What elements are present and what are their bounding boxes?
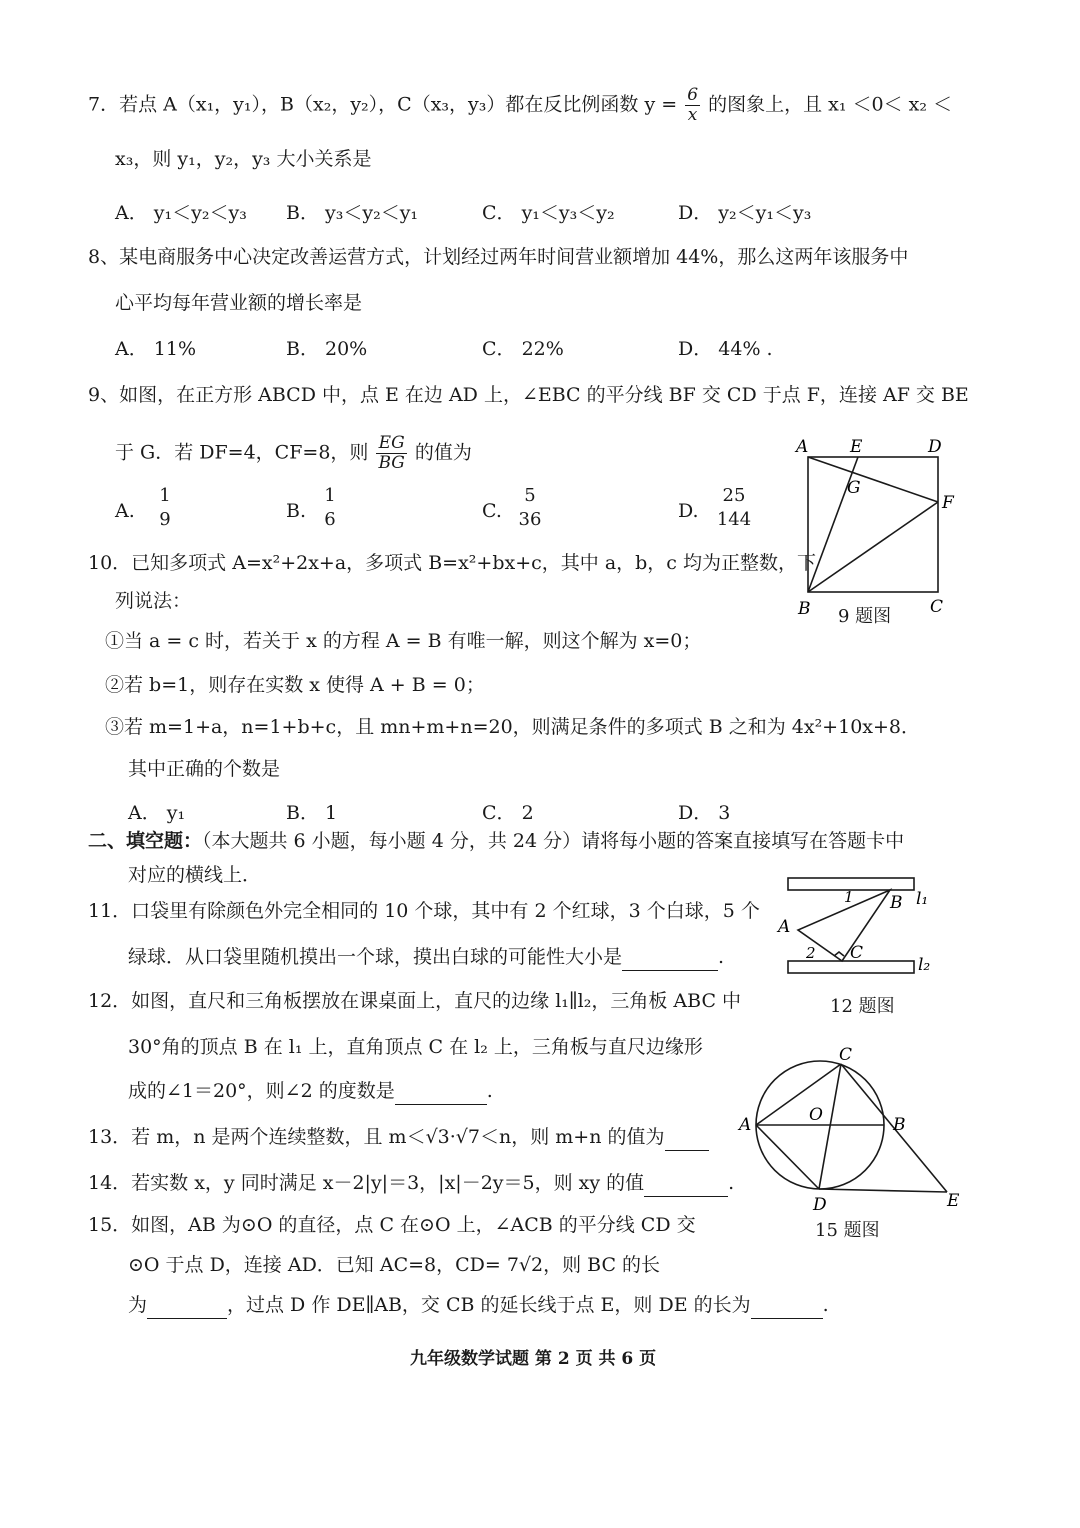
q11-line2 <box>128 944 724 971</box>
q9-option-a-num: 1 <box>159 485 171 506</box>
q10-item2: ②若 b=1，则存在实数 x 使得 A + B = 0； <box>105 674 485 696</box>
section2-heading: 二、填空题： <box>88 830 203 852</box>
q15-line1: 15．如图，AB 为⊙O 的直径，点 C 在⊙O 上，∠ACB 的平分线 CD 交 <box>88 1214 696 1236</box>
q8-line2: 心平均每年营业额的增长率是 <box>115 292 363 314</box>
q9-caption: 9 题图 <box>838 606 892 627</box>
section2-line2: 对应的横线上． <box>128 864 262 886</box>
q9-frac-num: EG <box>376 434 406 454</box>
q12-text-a: 成的∠1＝20°，则∠2 的度数是 <box>128 1080 395 1102</box>
q9-option-c-num: 5 <box>524 485 536 506</box>
q9-option-a-den: 9 <box>159 509 171 530</box>
q10-option-a: A． y₁ <box>128 802 186 824</box>
q10-line2: 列说法： <box>115 590 192 612</box>
q9-text-b: 的值为 <box>414 441 472 464</box>
q12-text-b: . <box>486 1080 493 1102</box>
q15-answer-blank-1[interactable] <box>147 1292 227 1319</box>
q12-label-l2: l₂ <box>918 955 931 975</box>
q14-answer-blank[interactable] <box>644 1170 728 1197</box>
q15-line2: ⊙O 于点 D，连接 AD．已知 AC=8，CD= 7√2，则 BC 的长 <box>128 1254 661 1276</box>
q14-text-a: 14．若实数 x，y 同时满足 x－2|y|＝3，|x|－2y＝5，则 xy 的值 <box>88 1172 645 1194</box>
q9-option-b-num: 1 <box>324 485 336 506</box>
q10-prompt: 其中正确的个数是 <box>128 758 281 780</box>
q12-label-b: B <box>890 893 903 913</box>
page-footer: 九年级数学试题 第 2 页 共 6 页 <box>410 1349 657 1369</box>
section2-desc: （本大题共 6 小题，每小题 4 分，共 24 分）请将每小题的答案直接填写在答题卡中 <box>202 830 905 852</box>
q11-line1: 11．口袋里有除颜色外完全相同的 10 个球，其中有 2 个红球，3 个白球，5 个 <box>88 900 760 922</box>
q9-option-d-frac <box>712 484 756 532</box>
q9-option-a-frac <box>150 484 180 532</box>
q12-label-c: C <box>850 943 864 963</box>
q9-label-e: E <box>850 437 863 457</box>
q9-option-b-den: 6 <box>324 509 336 530</box>
q15-label-e: E <box>947 1191 960 1211</box>
q14-text-b: . <box>728 1172 735 1194</box>
q15-segment-ac <box>756 1064 841 1125</box>
q9-option-c-den: 36 <box>518 509 542 530</box>
q9-fraction <box>376 434 406 473</box>
q7-frac-num: 6 <box>687 85 699 105</box>
q15-segment-cd <box>819 1064 841 1189</box>
q10-option-b: B． 1 <box>286 802 338 824</box>
q7-option-b: B． y₃＜y₂＜y₁ <box>286 202 419 224</box>
q11-text-a: 绿球．从口袋里随机摸出一个球，摸出白球的可能性大小是 <box>128 946 623 968</box>
q12-label-a: A <box>778 917 791 937</box>
q12-label-1: 1 <box>844 888 854 906</box>
q12-line3 <box>128 1078 493 1105</box>
q9-label-f: F <box>942 493 954 513</box>
q9-line2 <box>115 434 472 473</box>
q10-item3: ③若 m=1+a，n=1+b+c，且 mn+m+n=20，则满足条件的多项式 B 之和为 4x²+10x+8． <box>105 716 921 738</box>
q15-segment-de <box>819 1189 947 1192</box>
q8-option-c: C． 22% <box>482 338 564 360</box>
q9-option-b-letter: B. <box>286 500 307 522</box>
q9-option-b-frac <box>315 484 345 532</box>
q7-line2: x₃，则 y₁，y₂，y₃ 大小关系是 <box>115 148 372 170</box>
q8-option-d: D． 44% . <box>678 338 773 360</box>
q10-line1: 10．已知多项式 A=x²+2x+a，多项式 B=x²+bx+c，其中 a，b，c 均为正整数，下 <box>88 552 816 574</box>
q9-option-a-letter: A. <box>115 500 135 522</box>
q15-line3 <box>128 1292 829 1319</box>
q12-caption: 12 题图 <box>830 996 895 1017</box>
q9-label-d: D <box>928 437 942 457</box>
q12-answer-blank[interactable] <box>395 1078 487 1105</box>
q12-line2: 30°角的顶点 B 在 l₁ 上，直角顶点 C 在 l₂ 上，三角板与直尺边缘形 <box>128 1036 703 1058</box>
q12-line1: 12．如图，直尺和三角板摆放在课桌面上，直尺的边缘 l₁∥l₂，三角板 ABC 中 <box>88 990 742 1012</box>
q15-label-b: B <box>893 1115 906 1135</box>
q15-label-c: C <box>839 1045 853 1065</box>
q15-caption: 15 题图 <box>815 1220 880 1241</box>
q9-option-d-den: 144 <box>716 509 752 530</box>
q7-option-a: A． y₁＜y₂＜y₃ <box>115 202 247 224</box>
q9-option-d-num: 25 <box>722 485 746 506</box>
q7-frac-den: x <box>687 105 698 125</box>
q8-option-b: B． 20% <box>286 338 368 360</box>
q15-figure <box>735 1040 970 1215</box>
q15-label-d: D <box>813 1195 827 1215</box>
section2-line1 <box>88 828 904 854</box>
q9-frac-den: BG <box>378 453 405 473</box>
q10-item1: ①当 a = c 时，若关于 x 的方程 A = B 有唯一解，则这个解为 x=0； <box>105 630 702 652</box>
q10-option-d: D． 3 <box>678 802 731 824</box>
q9-segment-bf <box>808 502 938 592</box>
q15-answer-blank-2[interactable] <box>751 1292 823 1319</box>
q9-line1: 9、如图，在正方形 ABCD 中，点 E 在边 AD 上，∠EBC 的平分线 BF 交 CD 于点 F，连接 AF 交 BE <box>88 384 969 406</box>
q11-text-b: . <box>718 946 725 968</box>
q12-label-l1: l₁ <box>916 889 929 909</box>
q15-label-o: O <box>809 1105 823 1125</box>
q8-option-a: A． 11% <box>115 338 196 360</box>
q12-right-angle-mark <box>834 952 844 956</box>
q7-fraction <box>685 86 700 125</box>
q13-answer-blank[interactable] <box>665 1124 709 1151</box>
q12-label-2: 2 <box>806 944 816 962</box>
q9-label-c: C <box>930 597 944 617</box>
q11-answer-blank[interactable] <box>622 944 718 971</box>
q15-label-a: A <box>739 1115 752 1135</box>
q7-text-b: 的图象上，且 x₁ ＜0＜ x₂ ＜ <box>708 93 952 116</box>
q7-line1 <box>88 86 952 125</box>
q9-option-c-letter: C. <box>482 500 502 522</box>
q8-line1: 8、某电商服务中心决定改善运营方式，计划经过两年时间营业额增加 44%，那么这两年该服务中 <box>88 246 909 268</box>
q9-square <box>808 457 938 592</box>
q9-label-a: A <box>796 437 809 457</box>
q9-text-a: 于 G．若 DF=4，CF=8，则 <box>115 441 369 464</box>
q9-label-g: G <box>847 478 861 498</box>
q12-figure <box>770 868 940 978</box>
q9-option-c-frac <box>512 484 548 532</box>
q13-line <box>88 1124 709 1151</box>
q7-text-a: 7．若点 A（x₁，y₁），B（x₂，y₂），C（x₃，y₃）都在反比例函数 y = <box>88 93 678 116</box>
q13-text-a: 13．若 m，n 是两个连续整数，且 m＜√3·√7＜n，则 m+n 的值为 <box>88 1126 665 1148</box>
q7-option-c: C． y₁＜y₃＜y₂ <box>482 202 615 224</box>
q15-text-b: ，过点 D 作 DE∥AB，交 CB 的延长线于点 E，则 DE 的长为 <box>227 1294 751 1316</box>
q10-option-c: C． 2 <box>482 802 534 824</box>
q14-line <box>88 1170 734 1197</box>
q7-option-d: D． y₂＜y₁＜y₃ <box>678 202 812 224</box>
q9-option-d-letter: D. <box>678 500 699 522</box>
q15-text-c: . <box>822 1294 829 1316</box>
q9-segment-af <box>808 457 938 502</box>
q15-text-a: 为 <box>128 1294 148 1316</box>
q9-label-b: B <box>798 599 811 619</box>
